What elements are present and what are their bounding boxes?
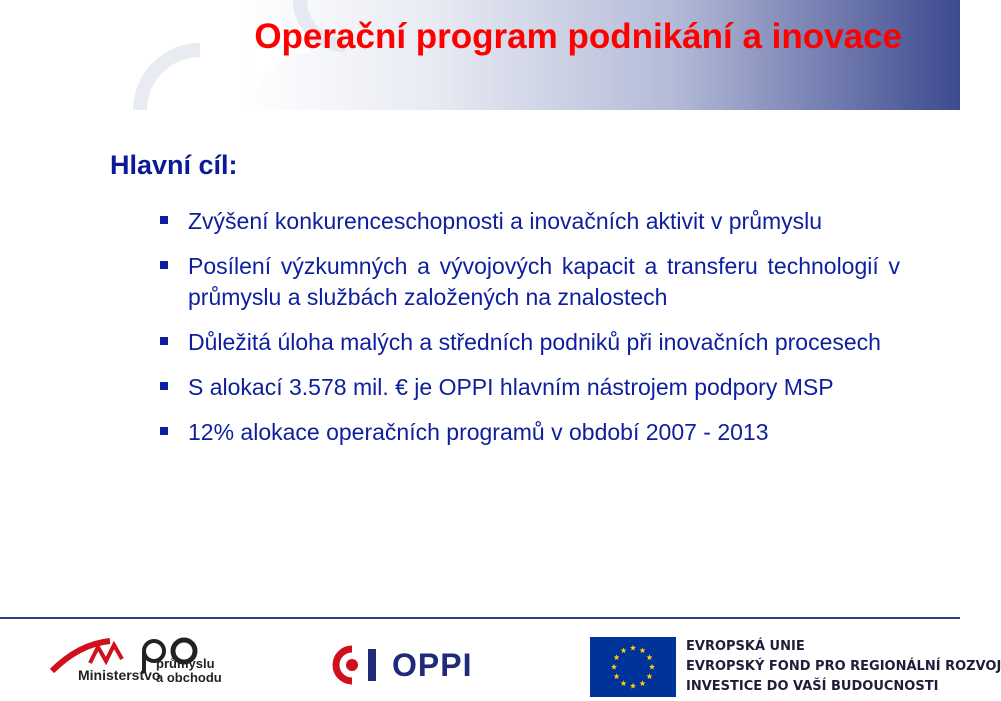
mpo-name-line2: průmyslu — [156, 656, 215, 671]
square-bullet-icon — [160, 216, 168, 224]
bullet-list — [160, 206, 900, 462]
bullet-text: Důležitá úloha malých a středních podniků při inovačních procesech — [188, 329, 881, 355]
oppi-wordmark: OPPI — [392, 647, 473, 683]
eu-line-3: INVESTICE DO VAŠÍ BUDOUCNOSTI — [686, 679, 939, 694]
mpo-logo — [50, 633, 230, 701]
eu-line-1: EVROPSKÁ UNIE — [686, 639, 805, 654]
eu-flag-icon — [590, 637, 676, 697]
oppi-logo — [330, 643, 490, 685]
section-heading: Hlavní cíl: — [110, 150, 238, 180]
bullet-text: Zvýšení konkurenceschopnosti a inovačních aktivit v průmyslu — [188, 208, 823, 234]
eu-line-2: EVROPSKÝ FOND PRO REGIONÁLNÍ ROZVOJ — [686, 659, 1001, 674]
list-item — [160, 206, 900, 237]
slide-title: Operační program podnikání a inovace — [254, 17, 902, 56]
bullet-text: S alokací 3.578 mil. € je OPPI hlavním nástrojem podpory MSP — [188, 374, 834, 400]
mpo-name-lines — [156, 657, 222, 685]
footer-divider — [0, 617, 960, 619]
bullet-text: Posílení výzkumných a vývojových kapacit a transferu technologií v průmyslu a službách založených na znalostech — [188, 253, 900, 310]
oppi-mark-icon — [330, 643, 386, 685]
footer-logos — [0, 625, 1001, 701]
square-bullet-icon — [160, 382, 168, 390]
list-item — [160, 251, 900, 313]
mpo-name-line3: a obchodu — [156, 670, 222, 685]
list-item — [160, 327, 900, 358]
list-item — [160, 372, 900, 403]
square-bullet-icon — [160, 427, 168, 435]
bullet-text: 12% alokace operačních programů v období 2007 - 2013 — [188, 419, 769, 445]
mpo-name-line1: Ministerstvo — [78, 667, 161, 683]
list-item — [160, 417, 900, 448]
eu-text-block — [686, 637, 1001, 697]
square-bullet-icon — [160, 261, 168, 269]
square-bullet-icon — [160, 337, 168, 345]
